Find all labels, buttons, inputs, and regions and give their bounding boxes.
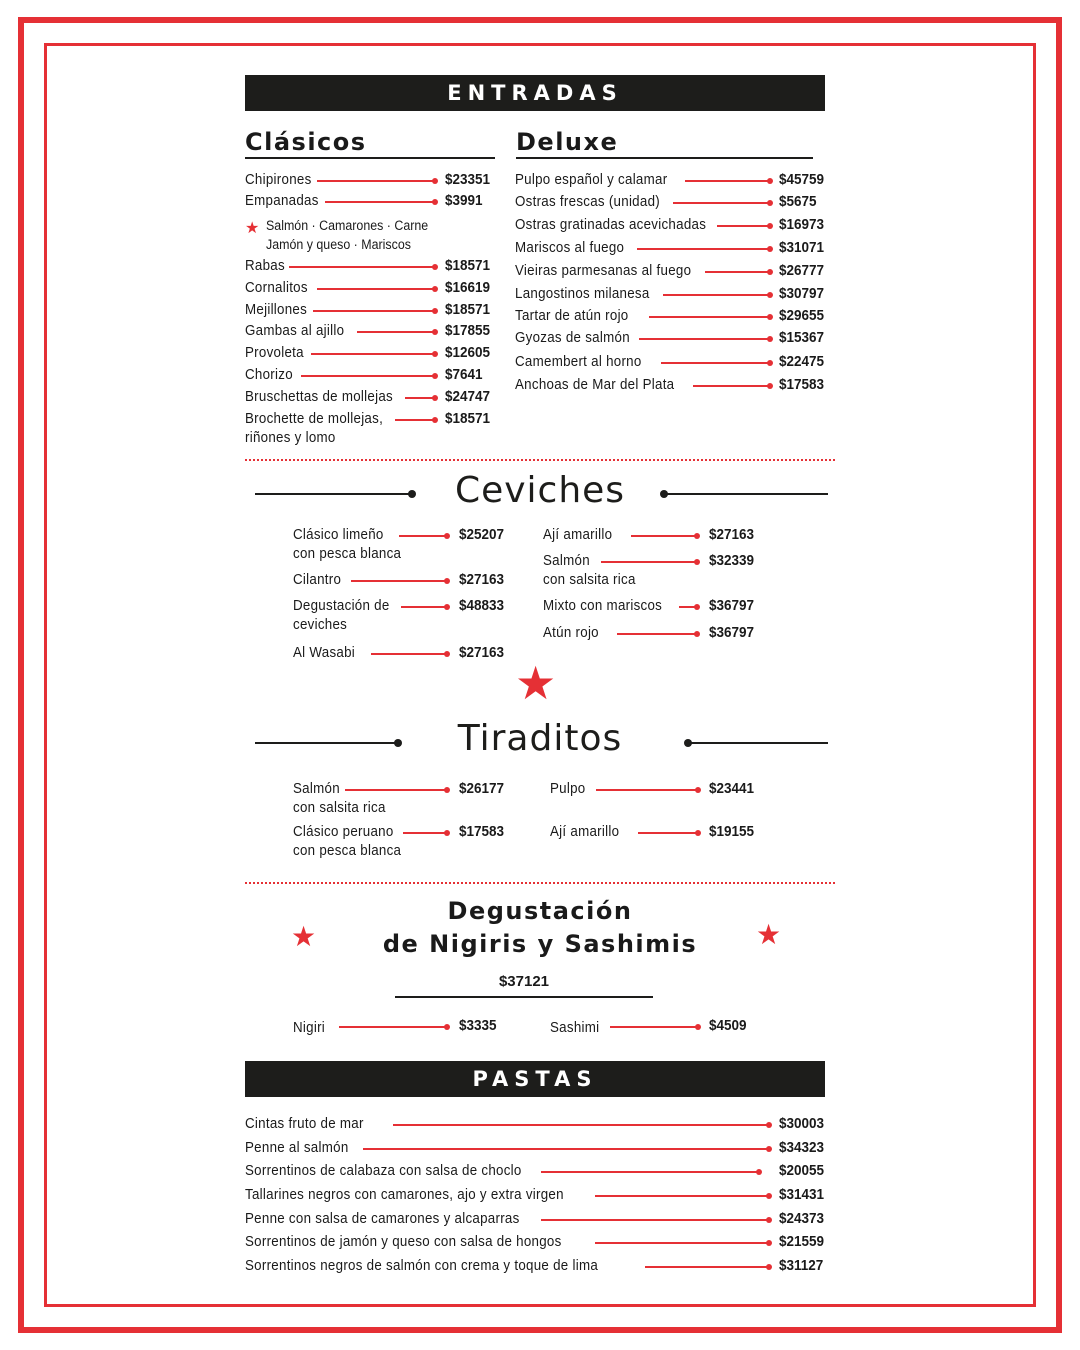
leader-line	[393, 1124, 769, 1126]
item-name: Ostras frescas (unidad)	[515, 194, 660, 210]
deluxe-title: Deluxe	[516, 128, 813, 159]
item-name: Ají amarillo	[550, 824, 620, 840]
item-price: $30797	[779, 285, 825, 302]
tiraditos-title: Tiraditos	[457, 718, 623, 759]
item-name: Ají amarillo	[543, 527, 613, 543]
item-name: Tallarines negros con camarones, ajo y extra virgen	[245, 1187, 564, 1203]
item-name: Mixto con mariscos	[543, 598, 663, 614]
leader-line	[645, 1266, 769, 1268]
item-name: Brochette de mollejas,	[245, 411, 384, 427]
pastas-banner: PASTAS	[245, 1061, 825, 1097]
item-name: Sashimi	[550, 1020, 600, 1036]
item-price: $12605	[445, 344, 491, 361]
empanadas-note-line2: Jamón y queso · Mariscos	[266, 237, 411, 252]
item-price: $18571	[445, 301, 491, 318]
dotted-divider	[245, 459, 835, 461]
leader-line	[673, 202, 770, 204]
leader-line	[317, 288, 435, 290]
item-name: Camembert al horno	[515, 354, 642, 370]
leader-line	[639, 338, 770, 340]
leader-line	[325, 201, 435, 203]
item-name: Sorrentinos de calabaza con salsa de choclo	[245, 1163, 522, 1179]
item-price: $3335	[459, 1017, 497, 1034]
leader-line	[693, 385, 770, 387]
item-name: Mejillones	[245, 302, 308, 318]
item-price: $4509	[709, 1017, 747, 1034]
leader-line	[289, 266, 435, 268]
leader-line	[357, 331, 435, 333]
item-name: Bruschettas de mollejas	[245, 389, 393, 405]
item-price: $32339	[709, 552, 755, 569]
item-price: $27163	[709, 526, 755, 543]
item-name: Gyozas de salmón	[515, 330, 630, 346]
item-name: Vieiras parmesanas al fuego	[515, 263, 692, 279]
item-name: Chorizo	[245, 367, 293, 383]
item-price: $22475	[779, 353, 825, 370]
title-rule-right	[688, 742, 828, 744]
item-name: Rabas	[245, 258, 285, 274]
item-name-line2: riñones y lomo	[245, 430, 336, 446]
leader-line	[301, 375, 435, 377]
leader-line	[717, 225, 770, 227]
item-name: Sorrentinos negros de salmón con crema y toque de lima	[245, 1258, 599, 1274]
item-name: Ostras gratinadas acevichadas	[515, 217, 707, 233]
leader-line	[405, 397, 435, 399]
item-name: Cornalitos	[245, 280, 308, 296]
item-price: $18571	[445, 257, 491, 274]
item-price: $27163	[459, 644, 505, 661]
item-price: $36797	[709, 624, 755, 641]
item-price: $24373	[779, 1210, 825, 1227]
item-price: $31071	[779, 239, 825, 256]
item-price: $29655	[779, 307, 825, 324]
item-price: $23351	[445, 171, 491, 188]
empanadas-note-line1: Salmón · Camarones · Carne	[266, 218, 429, 233]
leader-line	[311, 353, 435, 355]
leader-line	[595, 1242, 769, 1244]
leader-line	[705, 271, 770, 273]
item-name: Salmón	[293, 781, 340, 797]
item-price: $45759	[779, 171, 825, 188]
item-name: Mariscos al fuego	[515, 240, 625, 256]
item-name: Penne al salmón	[245, 1140, 349, 1156]
item-price: $31127	[779, 1257, 824, 1274]
leader-line	[631, 535, 697, 537]
leader-line	[401, 606, 447, 608]
item-name: Sorrentinos de jamón y queso con salsa de hongos	[245, 1234, 562, 1250]
leader-line	[637, 248, 770, 250]
item-name: Pulpo español y calamar	[515, 172, 668, 188]
leader-line	[339, 1026, 447, 1028]
item-price: $27163	[459, 571, 505, 588]
item-name: Atún rojo	[543, 625, 599, 641]
item-price: $26177	[459, 780, 505, 797]
star-icon: ★	[291, 921, 317, 952]
rule-dot	[684, 739, 692, 747]
item-price: $20055	[779, 1162, 825, 1179]
leader-line	[371, 653, 447, 655]
degustacion-title-line1: Degustación	[447, 897, 633, 925]
item-name: Chipirones	[245, 172, 312, 188]
leader-line	[541, 1219, 769, 1221]
item-price: $48833	[459, 597, 505, 614]
item-price: $30003	[779, 1115, 825, 1132]
rule-dot	[394, 739, 402, 747]
leader-line	[610, 1026, 698, 1028]
item-price: $16973	[779, 216, 825, 233]
entradas-banner: ENTRADAS	[245, 75, 825, 111]
item-price: $26777	[779, 262, 825, 279]
item-name: Provoleta	[245, 345, 304, 361]
item-name: Nigiri	[293, 1020, 326, 1036]
dotted-divider	[245, 882, 835, 884]
leader-line	[685, 180, 770, 182]
title-rule-left	[255, 742, 398, 744]
item-price: $3991	[445, 192, 483, 209]
item-price: $18571	[445, 410, 491, 427]
item-price: $19155	[709, 823, 755, 840]
item-price: $36797	[709, 597, 755, 614]
rule-dot	[660, 490, 668, 498]
item-name-line2: con pesca blanca	[293, 843, 402, 859]
leader-line	[638, 832, 698, 834]
item-name: Cilantro	[293, 572, 342, 588]
degustacion-title-line2: de Nigiris y Sashimis	[382, 930, 698, 958]
leader-line	[601, 561, 697, 563]
item-name-line2: ceviches	[293, 617, 348, 633]
leader-line	[663, 294, 770, 296]
item-price: $23441	[709, 780, 755, 797]
item-price: $17583	[779, 376, 825, 393]
item-price: $5675	[779, 193, 817, 210]
leader-line	[617, 633, 697, 635]
leader-line	[661, 362, 770, 364]
leader-line	[351, 580, 447, 582]
title-rule-right	[664, 493, 828, 495]
item-price: $16619	[445, 279, 491, 296]
item-name: Degustación de	[293, 598, 390, 614]
item-name: Gambas al ajillo	[245, 323, 345, 339]
degustacion-price: $37121	[395, 973, 653, 998]
ceviches-title: Ceviches	[454, 470, 626, 511]
item-name: Pulpo	[550, 781, 586, 797]
item-price: $34323	[779, 1139, 825, 1156]
item-name: Clásico limeño	[293, 527, 384, 543]
item-price: $17583	[459, 823, 505, 840]
item-name: Clásico peruano	[293, 824, 394, 840]
leader-line	[395, 419, 435, 421]
leader-line	[317, 180, 435, 182]
item-name-line2: con salsita rica	[543, 572, 636, 588]
leader-line	[649, 316, 770, 318]
leader-line	[363, 1148, 769, 1150]
item-name: Cintas fruto de mar	[245, 1116, 364, 1132]
leader-line	[313, 310, 435, 312]
item-name: Salmón	[543, 553, 590, 569]
rule-dot	[408, 490, 416, 498]
leader-line	[541, 1171, 759, 1173]
item-name: Anchoas de Mar del Plata	[515, 377, 675, 393]
item-name: Langostinos milanesa	[515, 286, 650, 302]
leader-line	[345, 789, 447, 791]
clasicos-title: Clásicos	[245, 128, 495, 159]
item-name: Empanadas	[245, 193, 319, 209]
title-rule-left	[255, 493, 412, 495]
star-icon: ★	[245, 220, 260, 237]
leader-line	[679, 606, 697, 608]
item-price: $25207	[459, 526, 505, 543]
star-icon: ★	[756, 919, 782, 950]
item-name-line2: con pesca blanca	[293, 546, 402, 562]
item-price: $21559	[779, 1233, 825, 1250]
item-price: $7641	[445, 366, 483, 383]
star-icon: ★	[515, 657, 557, 709]
item-name: Tartar de atún rojo	[515, 308, 629, 324]
item-price: $31431	[779, 1186, 825, 1203]
item-price: $17855	[445, 322, 491, 339]
item-price: $24747	[445, 388, 491, 405]
leader-line	[596, 789, 698, 791]
item-name: Penne con salsa de camarones y alcaparras	[245, 1211, 520, 1227]
leader-line	[595, 1195, 769, 1197]
item-price: $15367	[779, 329, 825, 346]
item-name-line2: con salsita rica	[293, 800, 386, 816]
leader-line	[399, 535, 447, 537]
item-name: Al Wasabi	[293, 645, 356, 661]
leader-line	[403, 832, 447, 834]
